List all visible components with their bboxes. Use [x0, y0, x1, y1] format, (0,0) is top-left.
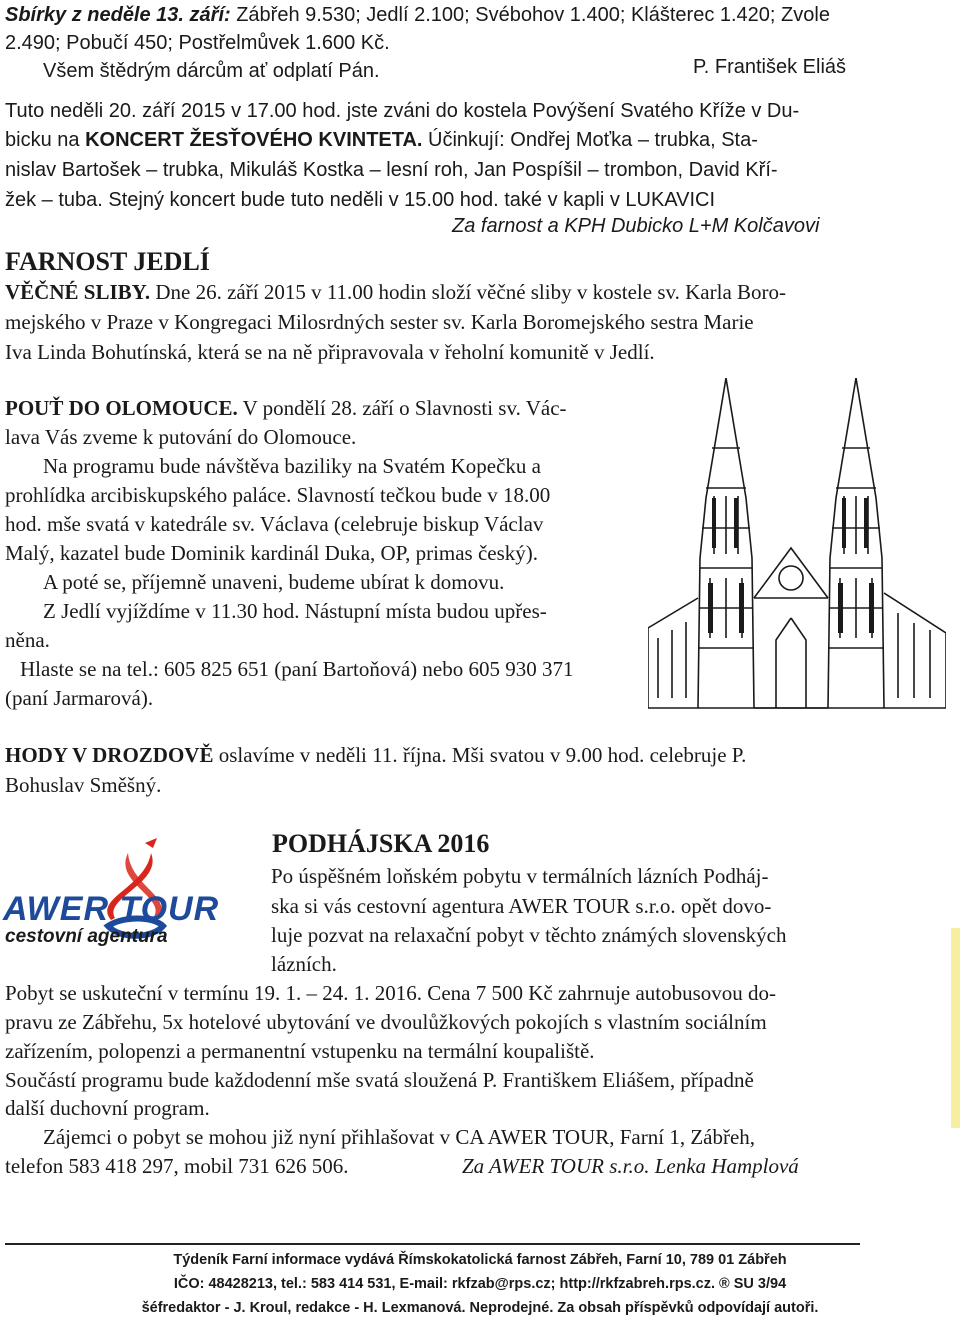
- podhajska-line-8: Součástí programu bude každodenní mše svatá sloužená P. Františkem Eliášem, případně: [5, 1068, 754, 1092]
- concert-line-3: nislav Bartošek – trubka, Mikuláš Kostka – lesní roh, Jan Pospíšil – trombon, David Kří-: [5, 159, 778, 181]
- pilgrimage-line-1: [5, 393, 567, 423]
- pilgrimage-line-4: prohlídka arcibiskupského paláce. Slavností tečkou bude v 18.00: [5, 483, 551, 507]
- concert-line-1: Tuto neděli 20. září 2015 v 17.00 hod. jste zváni do kostela Povýšení Svatého Kříže v Du-: [5, 100, 800, 122]
- podhajska-line-5: Pobyt se uskuteční v termínu 19. 1. – 24. 1. 2016. Cena 7 500 Kč zahrnuje autobusovou do-: [5, 981, 777, 1005]
- pilgrimage-line-2: lava Vás zveme k putování do Olomouce.: [5, 425, 357, 449]
- awer-tour-logo: [3, 838, 261, 953]
- podhajska-line-3: luje pozvat na relaxační pobyt v těchto známých slovenských: [271, 923, 787, 947]
- footer-line-3: šéfredaktor - J. Kroul, redakce - H. Lexmanová. Neprodejné. Za obsah příspěvků odpovídají autoři.: [141, 1300, 819, 1316]
- footer-line-2: IČO: 48428213, tel.: 583 414 531, E-mail: rkfzab@rps.cz; http://rkfzabreh.rps.cz. ® SU 3/94: [173, 1276, 787, 1292]
- awer-tour-logo-subtitle: cestovní agentura: [5, 926, 168, 947]
- jedli-line-3: Iva Linda Bohutínská, která se na ně připravovala v řeholní komunitě v Jedlí.: [5, 340, 655, 364]
- footer-line-1: Týdeník Farní informace vydává Římskokatolická farnost Zábřeh, Farní 10, 789 01 Zábřeh: [173, 1252, 787, 1268]
- podhajska-line-11: telefon 583 418 297, mobil 731 626 506.: [5, 1154, 349, 1178]
- podhajska-line-6: pravu ze Zábřehu, 5x hotelové ubytování ve dvoulůžkových pokojích s vlastním sociálním: [5, 1010, 767, 1034]
- jedli-line-1: [5, 277, 786, 307]
- jedli-text: Dne 26. září 2015 v 11.00 hodin složí věčné sliby v kostele sv. Karla Boro-: [150, 280, 787, 304]
- concert-signature: Za farnost a KPH Dubicko L+M Kolčavovi: [452, 215, 820, 237]
- podhajska-line-1: Po úspěšném loňském pobytu v termálních lázních Podháj-: [271, 864, 769, 888]
- pilgrimage-line-11: (paní Jarmarová).: [5, 686, 154, 710]
- podhajska-line-4: lázních.: [271, 952, 337, 976]
- pilgrimage-text: V pondělí 28. září o Slavnosti sv. Vác-: [237, 396, 567, 420]
- jedli-line-2: mejského v Praze v Kongregaci Milosrdných sester sv. Karla Boromejského sestra Marie: [5, 310, 754, 334]
- concert-line-4: žek – tuba. Stejný koncert bude tuto neděli v 15.00 hod. také v kapli v LUKAVICI: [5, 189, 716, 211]
- hody-line-1: [5, 740, 746, 770]
- podhajska-line-10: Zájemci o pobyt se mohou již nyní přihlašovat v CA AWER TOUR, Farní 1, Zábřeh,: [43, 1125, 756, 1149]
- pilgrimage-line-7: A poté se, příjemně unaveni, budeme ubírat k domovu.: [43, 570, 505, 594]
- hody-label: HODY V DROZDOVĚ: [5, 743, 214, 767]
- collection-line-1: [5, 0, 830, 30]
- hody-line-2: Bohuslav Směšný.: [5, 773, 162, 797]
- jedli-label: VĚČNÉ SLIBY.: [5, 280, 151, 304]
- podhajska-line-2: ska si vás cestovní agentura AWER TOUR s.r.o. opět dovo-: [271, 894, 772, 918]
- collection-signature: P. František Eliáš: [693, 56, 847, 78]
- concert-text-a: bicku na: [5, 129, 86, 151]
- collection-line-3: Všem štědrým dárcům ať odplatí Pán.: [43, 60, 380, 82]
- jedli-heading: FARNOST JEDLÍ: [5, 247, 210, 276]
- concert-title: KONCERT ŽESŤOVÉHO KVINTETA.: [85, 129, 423, 151]
- podhajska-line-7: zařízením, polopenzi a permanentní vstupenku na termální koupaliště.: [5, 1039, 595, 1063]
- podhajska-signature: Za AWER TOUR s.r.o. Lenka Hamplová: [462, 1154, 799, 1178]
- pilgrimage-line-8: Z Jedlí vyjíždíme v 11.30 hod. Nástupní místa budou upřes-: [43, 599, 547, 623]
- hody-text: oslavíme v neděli 11. října. Mši svatou v 9.00 hod. celebruje P.: [213, 743, 747, 767]
- awer-tour-logo-text: AWER TOUR: [3, 890, 220, 928]
- pilgrimage-line-3: Na programu bude návštěva baziliky na Svatém Kopečku a: [43, 454, 542, 478]
- pilgrimage-label: POUŤ DO OLOMOUCE.: [5, 396, 238, 420]
- page-edge-highlight: [951, 928, 960, 1128]
- collection-label: Sbírky z neděle 13. září:: [5, 4, 231, 26]
- pilgrimage-line-10: Hlaste se na tel.: 605 825 651 (paní Bartoňová) nebo 605 930 371: [20, 657, 574, 681]
- footer-rule: [5, 1243, 860, 1245]
- pilgrimage-line-9: něna.: [5, 628, 50, 652]
- podhajska-heading: PODHÁJSKA 2016: [272, 829, 490, 858]
- concert-text-c: Účinkují: Ondřej Moťka – trubka, Sta-: [422, 129, 758, 151]
- collection-text: Zábřeh 9.530; Jedlí 2.100; Svébohov 1.400; Klášterec 1.420; Zvole: [236, 4, 830, 26]
- pilgrimage-line-5: hod. mše svatá v katedrále sv. Václava (celebruje biskup Václav: [5, 512, 544, 536]
- podhajska-line-9: další duchovní program.: [5, 1096, 210, 1120]
- collection-line-2: 2.490; Pobučí 450; Postřelmůvek 1.600 Kč.: [5, 32, 390, 54]
- pilgrimage-line-6: Malý, kazatel bude Dominik kardinál Duka, OP, primas český).: [5, 541, 539, 565]
- concert-line-2: [5, 125, 758, 155]
- cathedral-illustration: [648, 378, 946, 712]
